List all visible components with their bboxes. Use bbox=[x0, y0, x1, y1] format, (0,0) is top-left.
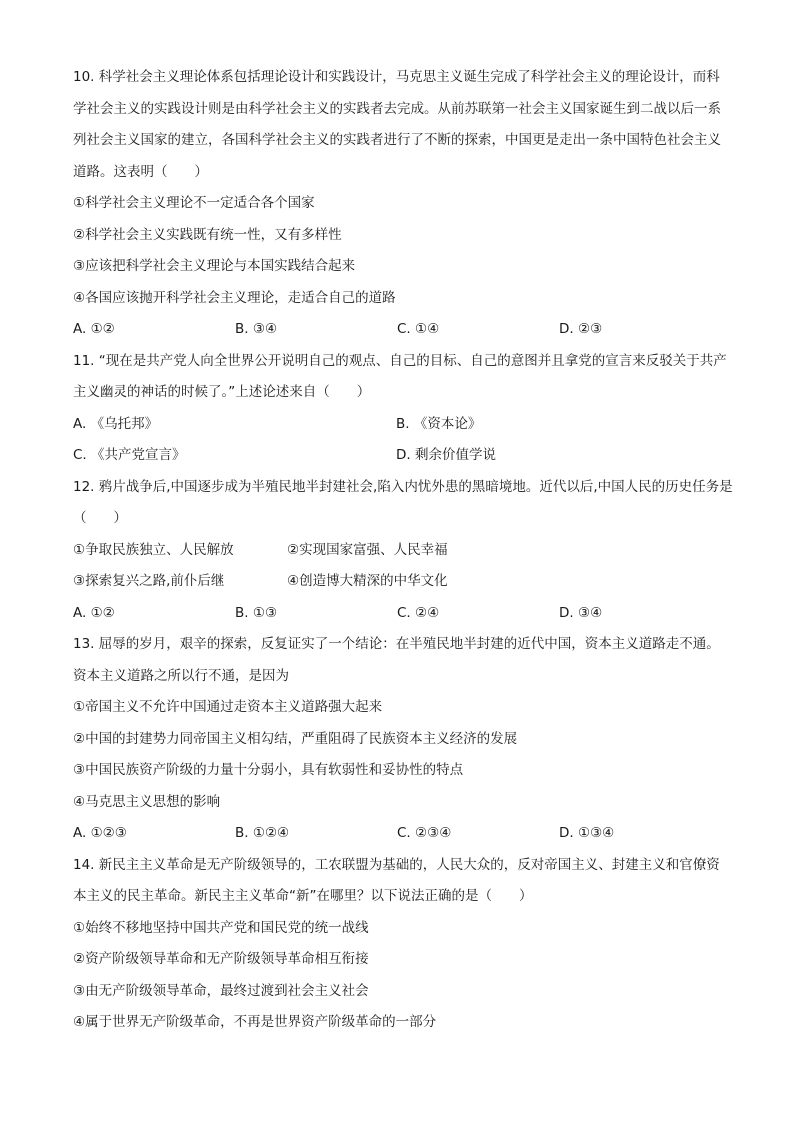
statement-pair bbox=[73, 566, 733, 598]
option-d: D. 剩余价值学说 bbox=[396, 447, 496, 463]
option-c: C. ①④ bbox=[397, 321, 440, 337]
option-c: C. ②③④ bbox=[397, 825, 452, 841]
question-stem: 14. 新民主主义革命是无产阶级领导的，工农联盟为基础的，人民大众的，反对帝国主义、封建主义和官僚资本主义的民主革命。新民主主义革命“新”在哪里？以下说法正确的是（ ） bbox=[73, 856, 720, 904]
option-a: A. 《乌托邦》 bbox=[73, 415, 159, 432]
option-d: D. ③④ bbox=[559, 604, 603, 621]
question-14 bbox=[73, 850, 733, 1039]
statement-item: ①争取民族独立、人民解放 bbox=[73, 541, 234, 558]
question-list bbox=[73, 62, 733, 1039]
statement-item: ②科学社会主义实践既有统一性，又有多样性 bbox=[73, 226, 342, 243]
statement-item: ③应该把科学社会主义理论与本国实践结合起来 bbox=[73, 258, 356, 274]
question-stem: 10. 科学社会主义理论体系包括理论设计和实践设计，马克思主义诞生完成了科学社会主义的理论设计，而科学社会主义的实践设计则是由科学社会主义的实践者去完成。从前苏联第一社会主义国家诞生到二战以后一系列社会主义国家的建立，各国科学社会主义的实践者进行了不断的探索，中国更是走出一条中国特色社会主义道路。这表明（ ） bbox=[73, 69, 721, 180]
question-stem: 13. 屈辱的岁月，艰辛的探索，反复证实了一个结论：在半殖民地半封建的近代中国，资本主义道路走不通。资本主义道路之所以行不通，是因为 bbox=[73, 636, 720, 684]
answer-options bbox=[73, 409, 733, 441]
option-b: B. ①②④ bbox=[235, 825, 290, 841]
statement-item: ③中国民族资产阶级的力量十分弱小，具有软弱性和妥协性的特点 bbox=[73, 762, 464, 778]
option-a: A. ①② bbox=[73, 604, 115, 621]
option-a: A. ①②③ bbox=[73, 825, 127, 841]
statement-item: ①始终不移地坚持中国共产党和国民党的统一战线 bbox=[73, 919, 369, 936]
answer-options bbox=[73, 440, 733, 472]
statement-item: ③由无产阶级领导革命，最终过渡到社会主义社会 bbox=[73, 982, 369, 999]
question-stem: 12. 鸦片战争后,中国逐步成为半殖民地半封建社会,陷入内忧外患的黑暗境地。近代以后,中国人民的历史任务是（ ） bbox=[73, 478, 733, 526]
statement-item: ③探索复兴之路,前仆后继 bbox=[73, 573, 225, 589]
answer-options bbox=[73, 598, 733, 630]
question-13 bbox=[73, 629, 733, 850]
option-b: B. ①③ bbox=[235, 604, 278, 621]
statement-item: ④马克思主义思想的影响 bbox=[73, 793, 221, 810]
statement-item: ②实现国家富强、人民幸福 bbox=[287, 541, 448, 558]
option-c: C. 《共产党宣言》 bbox=[73, 447, 186, 463]
statement-item: ④各国应该抛开科学社会主义理论，走适合自己的道路 bbox=[73, 289, 396, 306]
question-11 bbox=[73, 346, 733, 472]
statement-item: ②资产阶级领导革命和无产阶级领导革命相互衔接 bbox=[73, 951, 369, 967]
statement-item: ④创造博大精深的中华文化 bbox=[287, 573, 448, 589]
option-b: B. 《资本论》 bbox=[396, 415, 482, 432]
answer-options bbox=[73, 314, 733, 346]
option-a: A. ①② bbox=[73, 321, 115, 337]
option-b: B. ③④ bbox=[235, 321, 278, 337]
statement-item: ④属于世界无产阶级革命，不再是世界资产阶级革命的一部分 bbox=[73, 1014, 437, 1030]
question-stem: 11. “现在是共产党人向全世界公开说明自己的观点、自己的目标、自己的意图并且拿党的宣言来反驳关于共产主义幽灵的神话的时候了。”上述论述来自（ ） bbox=[73, 352, 727, 400]
option-d: D. ①③④ bbox=[559, 825, 615, 841]
question-10 bbox=[73, 62, 733, 346]
statement-pair bbox=[73, 535, 733, 567]
option-c: C. ②④ bbox=[397, 604, 440, 621]
statement-item: ①科学社会主义理论不一定适合各个国家 bbox=[73, 195, 315, 211]
question-12 bbox=[73, 472, 733, 630]
option-d: D. ②③ bbox=[559, 321, 603, 337]
statement-item: ②中国的封建势力同帝国主义相勾结，严重阻碍了民族资本主义经济的发展 bbox=[73, 730, 518, 747]
statement-item: ①帝国主义不允许中国通过走资本主义道路强大起来 bbox=[73, 699, 383, 715]
answer-options bbox=[73, 818, 733, 850]
